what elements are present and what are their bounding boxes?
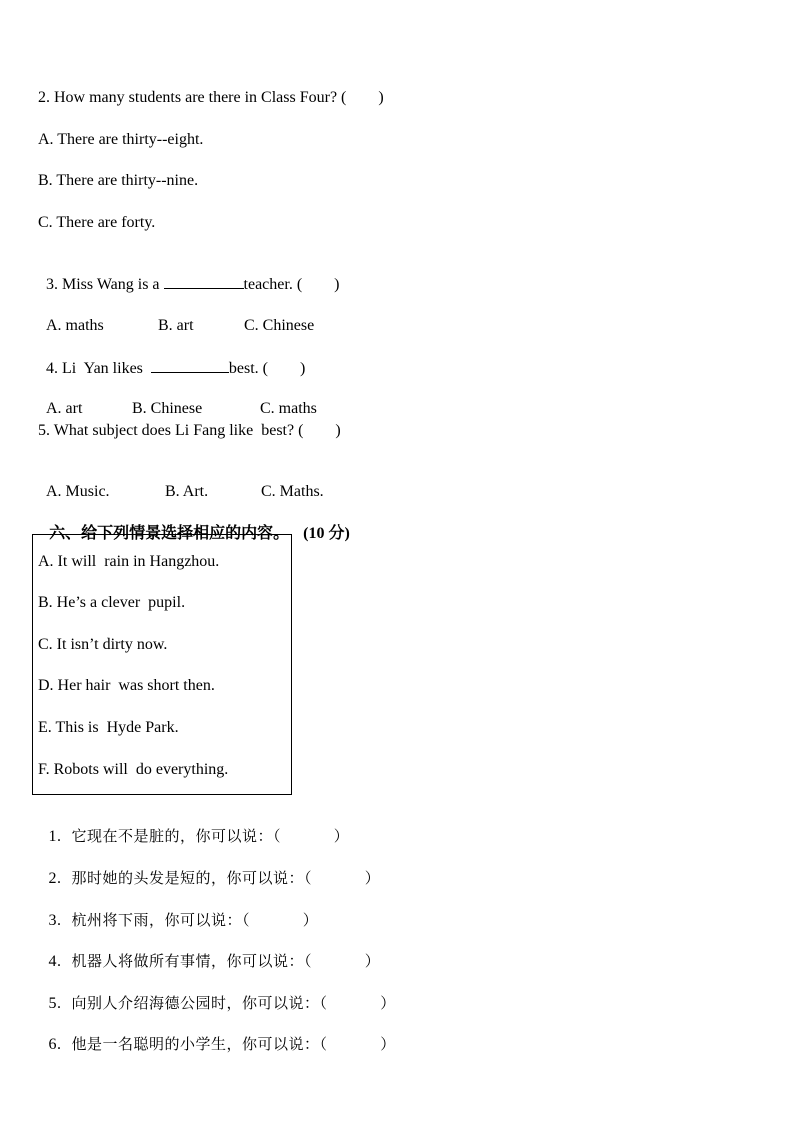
- question-4-option-a: A. art: [46, 400, 83, 417]
- question-5-options: [38, 462, 324, 502]
- question-3-option-c: C. Chinese: [244, 317, 315, 334]
- situation-item-number: 1.: [48, 828, 62, 845]
- question-4-option-c: C. maths: [260, 400, 317, 417]
- situation-item: [38, 890, 318, 931]
- box-option-c: C. It isn’t dirty now.: [38, 636, 168, 653]
- question-3-option-a: A. maths: [46, 317, 104, 334]
- section-6-title-text: 六、给下列情景选择相应的内容。: [49, 523, 290, 542]
- situation-item-number: 3.: [48, 912, 62, 929]
- question-2-option-a: A. There are thirty--eight.: [38, 131, 204, 148]
- situation-item-number: 6.: [48, 1036, 62, 1053]
- question-4-stem: [38, 338, 305, 379]
- section-6-score: (10 分): [303, 525, 350, 542]
- question-3-blank: [164, 274, 244, 289]
- question-3-options: [38, 296, 314, 336]
- options-box: [32, 534, 292, 795]
- situation-item-number: 4.: [48, 953, 62, 970]
- situation-item-text: 他是一名聪明的小学生，你可以说：（ ）: [71, 1035, 396, 1053]
- situation-item: [38, 806, 349, 847]
- question-2-option-b: B. There are thirty--nine.: [38, 172, 199, 189]
- question-4-option-b: B. Chinese: [132, 400, 203, 417]
- question-5-stem: 5. What subject does Li Fang like best? ( ): [38, 422, 341, 439]
- situation-item-text: 机器人将做所有事情，你可以说：（ ）: [71, 952, 381, 970]
- box-option-b: B. He’s a clever pupil.: [38, 594, 186, 611]
- question-5-option-b: B. Art.: [165, 483, 209, 500]
- question-5-option-c: C. Maths.: [261, 483, 324, 500]
- situation-item-number: 2.: [48, 870, 62, 887]
- situation-item: [38, 848, 380, 889]
- question-3-stem: [38, 254, 339, 295]
- question-4-blank: [151, 358, 229, 373]
- question-4-stem-post: best. ( ): [228, 360, 306, 377]
- question-2-stem: 2. How many students are there in Class Four? ( ): [38, 89, 384, 106]
- question-3-stem-post: teacher. ( ): [243, 276, 340, 293]
- situation-item: [38, 973, 396, 1014]
- question-5-option-a: A. Music.: [46, 483, 110, 500]
- situation-item: [38, 931, 380, 972]
- question-4-stem-pre: 4. Li Yan likes: [46, 360, 151, 377]
- situation-item-text: 那时她的头发是短的，你可以说：（ ）: [71, 869, 381, 887]
- question-2-option-c: C. There are forty.: [38, 214, 156, 231]
- question-3-stem-pre: 3. Miss Wang is a: [46, 276, 164, 293]
- situation-item-text: 杭州将下雨，你可以说：（ ）: [71, 911, 319, 929]
- box-option-d: D. Her hair was short then.: [38, 677, 215, 694]
- question-4-options: [38, 379, 317, 419]
- situation-item: [38, 1014, 396, 1055]
- situation-item-text: 它现在不是脏的，你可以说：（ ）: [71, 827, 350, 845]
- situation-item-number: 5.: [48, 995, 62, 1012]
- situation-item-text: 向别人介绍海德公园时，你可以说：（ ）: [71, 994, 396, 1012]
- box-option-f: F. Robots will do everything.: [38, 761, 229, 778]
- box-option-a: A. It will rain in Hangzhou.: [38, 553, 220, 570]
- box-option-e: E. This is Hyde Park.: [38, 719, 179, 736]
- question-3-option-b: B. art: [158, 317, 194, 334]
